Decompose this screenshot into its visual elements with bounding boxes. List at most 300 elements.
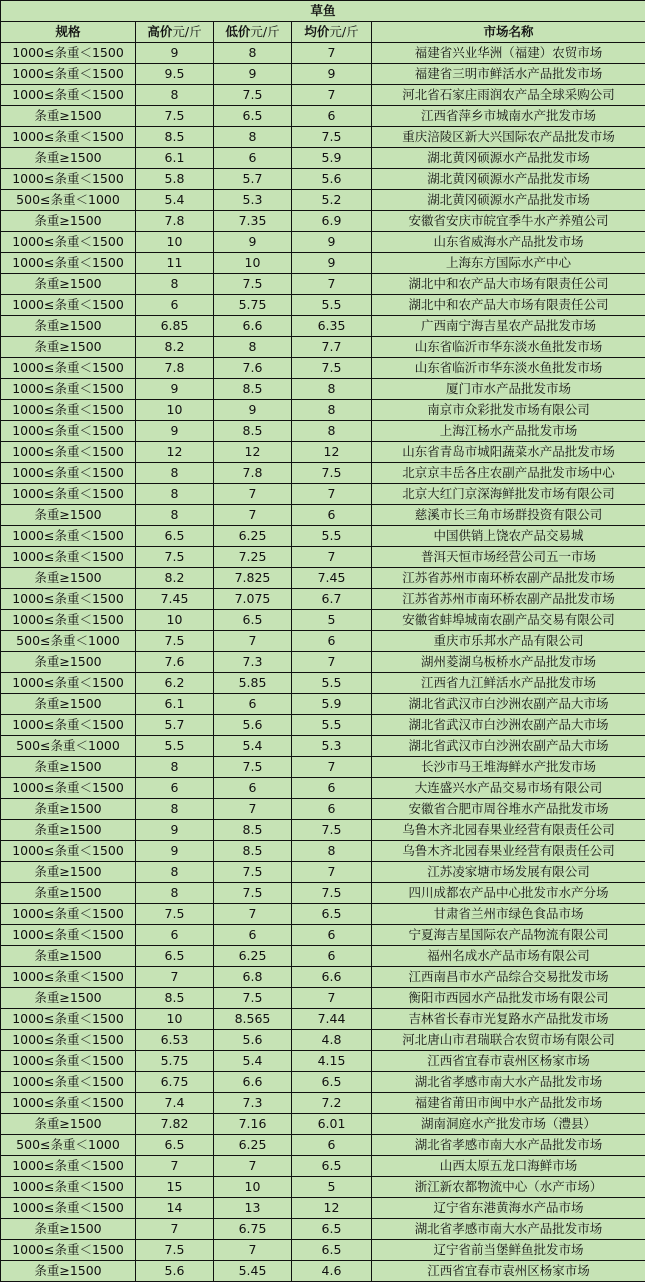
cell-spec: 1000≤条重＜1500 xyxy=(1,358,136,379)
cell-low-price: 8.5 xyxy=(214,421,292,442)
table-row xyxy=(1,1072,645,1093)
table-row xyxy=(1,841,645,862)
table-row xyxy=(1,190,645,211)
cell-market-name: 安徽省安庆市皖宜季牛水产养殖公司 xyxy=(372,211,645,232)
cell-market-name: 四川成都农产品中心批发市水产分场 xyxy=(372,883,645,904)
cell-market-name: 南京市众彩批发市场有限公司 xyxy=(372,400,645,421)
cell-market-name: 大连盛兴水产品交易市场有限公司 xyxy=(372,778,645,799)
cell-avg-price: 6.35 xyxy=(292,316,372,337)
cell-avg-price: 7 xyxy=(292,862,372,883)
header-row xyxy=(1,22,645,43)
cell-avg-price: 7 xyxy=(292,85,372,106)
cell-avg-price: 5.5 xyxy=(292,673,372,694)
cell-avg-price: 7 xyxy=(292,274,372,295)
cell-market-name: 北京京丰岳各庄农副产品批发市场中心 xyxy=(372,463,645,484)
cell-low-price: 13 xyxy=(214,1198,292,1219)
cell-market-name: 江苏省苏州市南环桥农副产品批发市场 xyxy=(372,589,645,610)
table-row xyxy=(1,1219,645,1240)
cell-low-price: 7.3 xyxy=(214,1093,292,1114)
table-row xyxy=(1,106,645,127)
cell-avg-price: 6.5 xyxy=(292,1072,372,1093)
cell-high-price: 9 xyxy=(136,841,214,862)
table-row xyxy=(1,1114,645,1135)
table-row xyxy=(1,778,645,799)
cell-market-name: 乌鲁木齐北园春果业经营有限责任公司 xyxy=(372,841,645,862)
cell-avg-price: 6 xyxy=(292,505,372,526)
cell-low-price: 7 xyxy=(214,505,292,526)
table-row xyxy=(1,295,645,316)
cell-low-price: 7 xyxy=(214,484,292,505)
cell-high-price: 8 xyxy=(136,883,214,904)
cell-high-price: 8 xyxy=(136,85,214,106)
cell-low-price: 12 xyxy=(214,442,292,463)
header-low-price xyxy=(214,22,292,43)
cell-spec: 1000≤条重＜1500 xyxy=(1,1051,136,1072)
cell-market-name: 辽宁省东港黄海水产品市场 xyxy=(372,1198,645,1219)
cell-spec: 条重≥1500 xyxy=(1,274,136,295)
cell-market-name: 湖北省武汉市白沙洲农副产品大市场 xyxy=(372,715,645,736)
cell-spec: 1000≤条重＜1500 xyxy=(1,295,136,316)
cell-high-price: 6.5 xyxy=(136,946,214,967)
cell-spec: 条重≥1500 xyxy=(1,820,136,841)
cell-high-price: 6 xyxy=(136,925,214,946)
table-row xyxy=(1,1135,645,1156)
cell-spec: 条重≥1500 xyxy=(1,316,136,337)
cell-high-price: 5.5 xyxy=(136,736,214,757)
cell-market-name: 乌鲁木齐北园春果业经营有限责任公司 xyxy=(372,820,645,841)
table-row xyxy=(1,631,645,652)
table-row xyxy=(1,736,645,757)
cell-high-price: 7.45 xyxy=(136,589,214,610)
cell-spec: 条重≥1500 xyxy=(1,694,136,715)
cell-avg-price: 5 xyxy=(292,1177,372,1198)
cell-market-name: 辽宁省前当堡鲜鱼批发市场 xyxy=(372,1240,645,1261)
table-row xyxy=(1,946,645,967)
cell-market-name: 上海东方国际水产中心 xyxy=(372,253,645,274)
cell-market-name: 普洱天恒市场经营公司五一市场 xyxy=(372,547,645,568)
table-row xyxy=(1,757,645,778)
cell-low-price: 5.45 xyxy=(214,1261,292,1282)
cell-low-price: 7.8 xyxy=(214,463,292,484)
cell-avg-price: 7.5 xyxy=(292,463,372,484)
cell-low-price: 5.7 xyxy=(214,169,292,190)
cell-low-price: 6.8 xyxy=(214,967,292,988)
table-row xyxy=(1,526,645,547)
cell-high-price: 12 xyxy=(136,442,214,463)
cell-low-price: 6.25 xyxy=(214,1135,292,1156)
cell-market-name: 江西南昌市水产品综合交易批发市场 xyxy=(372,967,645,988)
cell-market-name: 福建省三明市鲜活水产品批发市场 xyxy=(372,64,645,85)
cell-avg-price: 4.15 xyxy=(292,1051,372,1072)
cell-market-name: 湖北黄冈硕源水产品批发市场 xyxy=(372,190,645,211)
cell-market-name: 江西省宜春市袁州区杨家市场 xyxy=(372,1051,645,1072)
cell-spec: 条重≥1500 xyxy=(1,652,136,673)
header-spec-label: 规格 xyxy=(55,24,81,39)
cell-market-name: 湖北黄冈硕源水产品批发市场 xyxy=(372,169,645,190)
table-row xyxy=(1,169,645,190)
cell-spec: 500≤条重＜1000 xyxy=(1,631,136,652)
cell-high-price: 7 xyxy=(136,1219,214,1240)
cell-avg-price: 6 xyxy=(292,778,372,799)
cell-spec: 条重≥1500 xyxy=(1,1114,136,1135)
cell-market-name: 湖北省孝感市南大水产品批发市场 xyxy=(372,1219,645,1240)
cell-low-price: 7.5 xyxy=(214,274,292,295)
cell-avg-price: 6 xyxy=(292,1135,372,1156)
cell-high-price: 7.8 xyxy=(136,211,214,232)
cell-low-price: 6.6 xyxy=(214,1072,292,1093)
cell-spec: 1000≤条重＜1500 xyxy=(1,925,136,946)
cell-avg-price: 6.7 xyxy=(292,589,372,610)
header-low-unit: 元/斤 xyxy=(250,24,280,39)
cell-low-price: 6.5 xyxy=(214,610,292,631)
cell-market-name: 安徽省蚌埠城南农副产品交易有限公司 xyxy=(372,610,645,631)
cell-market-name: 衡阳市西园水产品批发市场有限公司 xyxy=(372,988,645,1009)
table-row xyxy=(1,1051,645,1072)
cell-market-name: 浙江新农都物流中心（水产市场） xyxy=(372,1177,645,1198)
cell-market-name: 湖州菱湖乌板桥水产品批发市场 xyxy=(372,652,645,673)
table-row xyxy=(1,904,645,925)
cell-spec: 1000≤条重＜1500 xyxy=(1,463,136,484)
cell-spec: 条重≥1500 xyxy=(1,883,136,904)
table-row xyxy=(1,148,645,169)
cell-high-price: 7.6 xyxy=(136,652,214,673)
cell-market-name: 北京大红门京深海鲜批发市场有限公司 xyxy=(372,484,645,505)
table-row xyxy=(1,484,645,505)
cell-low-price: 6 xyxy=(214,925,292,946)
cell-low-price: 7.25 xyxy=(214,547,292,568)
cell-market-name: 吉林省长春市光复路水产品批发市场 xyxy=(372,1009,645,1030)
table-row xyxy=(1,127,645,148)
cell-high-price: 6 xyxy=(136,295,214,316)
cell-spec: 500≤条重＜1000 xyxy=(1,190,136,211)
cell-spec: 1000≤条重＜1500 xyxy=(1,85,136,106)
table-row xyxy=(1,694,645,715)
cell-high-price: 8.2 xyxy=(136,568,214,589)
cell-avg-price: 7 xyxy=(292,757,372,778)
cell-spec: 1000≤条重＜1500 xyxy=(1,1177,136,1198)
cell-low-price: 9 xyxy=(214,232,292,253)
cell-spec: 1000≤条重＜1500 xyxy=(1,484,136,505)
cell-avg-price: 6.9 xyxy=(292,211,372,232)
cell-avg-price: 7.44 xyxy=(292,1009,372,1030)
cell-high-price: 8 xyxy=(136,274,214,295)
cell-high-price: 9 xyxy=(136,421,214,442)
cell-low-price: 7.3 xyxy=(214,652,292,673)
cell-high-price: 7.8 xyxy=(136,358,214,379)
cell-spec: 1000≤条重＜1500 xyxy=(1,967,136,988)
cell-high-price: 8.5 xyxy=(136,127,214,148)
cell-high-price: 10 xyxy=(136,400,214,421)
table-row xyxy=(1,883,645,904)
cell-spec: 1000≤条重＜1500 xyxy=(1,169,136,190)
table-row xyxy=(1,1198,645,1219)
cell-spec: 条重≥1500 xyxy=(1,106,136,127)
cell-spec: 1000≤条重＜1500 xyxy=(1,526,136,547)
cell-market-name: 重庆涪陵区新大兴国际农产品批发市场 xyxy=(372,127,645,148)
cell-low-price: 6.75 xyxy=(214,1219,292,1240)
cell-market-name: 广西南宁海吉星农产品批发市场 xyxy=(372,316,645,337)
cell-low-price: 5.75 xyxy=(214,295,292,316)
cell-high-price: 10 xyxy=(136,1009,214,1030)
cell-market-name: 江西省萍乡市城南水产批发市场 xyxy=(372,106,645,127)
cell-low-price: 7.16 xyxy=(214,1114,292,1135)
table-row xyxy=(1,652,645,673)
cell-high-price: 8 xyxy=(136,757,214,778)
cell-high-price: 9 xyxy=(136,43,214,64)
cell-market-name: 江西省宜春市袁州区杨家市场 xyxy=(372,1261,645,1282)
header-avg-unit: 元/斤 xyxy=(329,24,359,39)
cell-high-price: 7.5 xyxy=(136,106,214,127)
table-row xyxy=(1,673,645,694)
cell-low-price: 8.5 xyxy=(214,841,292,862)
cell-market-name: 山东省青岛市城阳蔬菜水产品批发市场 xyxy=(372,442,645,463)
cell-avg-price: 7.5 xyxy=(292,883,372,904)
cell-low-price: 7 xyxy=(214,799,292,820)
cell-spec: 1000≤条重＜1500 xyxy=(1,1198,136,1219)
header-market-name xyxy=(372,22,645,43)
cell-low-price: 7.35 xyxy=(214,211,292,232)
cell-spec: 1000≤条重＜1500 xyxy=(1,589,136,610)
table-row xyxy=(1,547,645,568)
cell-spec: 1000≤条重＜1500 xyxy=(1,841,136,862)
cell-high-price: 9 xyxy=(136,379,214,400)
cell-spec: 1000≤条重＜1500 xyxy=(1,547,136,568)
table-row xyxy=(1,967,645,988)
cell-market-name: 湖北省武汉市白沙洲农副产品大市场 xyxy=(372,736,645,757)
cell-high-price: 8 xyxy=(136,463,214,484)
table-row xyxy=(1,568,645,589)
header-avg-price xyxy=(292,22,372,43)
table-row xyxy=(1,43,645,64)
table-row xyxy=(1,274,645,295)
cell-high-price: 7.5 xyxy=(136,631,214,652)
cell-spec: 条重≥1500 xyxy=(1,148,136,169)
cell-spec: 1000≤条重＜1500 xyxy=(1,43,136,64)
cell-low-price: 6 xyxy=(214,148,292,169)
table-row xyxy=(1,1240,645,1261)
cell-high-price: 15 xyxy=(136,1177,214,1198)
cell-market-name: 湖北黄冈硕源水产品批发市场 xyxy=(372,148,645,169)
cell-low-price: 7.5 xyxy=(214,988,292,1009)
cell-market-name: 长沙市马王堆海鲜水产批发市场 xyxy=(372,757,645,778)
cell-spec: 1000≤条重＜1500 xyxy=(1,673,136,694)
table-row xyxy=(1,862,645,883)
cell-spec: 1000≤条重＜1500 xyxy=(1,421,136,442)
cell-avg-price: 4.6 xyxy=(292,1261,372,1282)
cell-spec: 1000≤条重＜1500 xyxy=(1,1009,136,1030)
cell-high-price: 8 xyxy=(136,799,214,820)
cell-low-price: 8 xyxy=(214,127,292,148)
cell-spec: 500≤条重＜1000 xyxy=(1,736,136,757)
table-row xyxy=(1,715,645,736)
cell-avg-price: 5.9 xyxy=(292,148,372,169)
cell-low-price: 10 xyxy=(214,253,292,274)
table-row xyxy=(1,925,645,946)
cell-low-price: 7 xyxy=(214,1156,292,1177)
cell-high-price: 7 xyxy=(136,967,214,988)
cell-high-price: 10 xyxy=(136,232,214,253)
cell-high-price: 10 xyxy=(136,610,214,631)
cell-market-name: 山西太原五龙口海鲜市场 xyxy=(372,1156,645,1177)
cell-spec: 条重≥1500 xyxy=(1,337,136,358)
cell-low-price: 6 xyxy=(214,694,292,715)
table-row xyxy=(1,337,645,358)
cell-avg-price: 6.01 xyxy=(292,1114,372,1135)
title-row xyxy=(1,1,645,22)
cell-high-price: 7.4 xyxy=(136,1093,214,1114)
cell-high-price: 7.82 xyxy=(136,1114,214,1135)
cell-avg-price: 7 xyxy=(292,43,372,64)
table-row xyxy=(1,589,645,610)
cell-avg-price: 7 xyxy=(292,484,372,505)
cell-spec: 条重≥1500 xyxy=(1,505,136,526)
cell-spec: 1000≤条重＜1500 xyxy=(1,610,136,631)
cell-low-price: 7.5 xyxy=(214,862,292,883)
cell-market-name: 江苏凌家塘市场发展有限公司 xyxy=(372,862,645,883)
cell-spec: 500≤条重＜1000 xyxy=(1,1135,136,1156)
cell-spec: 条重≥1500 xyxy=(1,862,136,883)
cell-high-price: 8.2 xyxy=(136,337,214,358)
cell-spec: 条重≥1500 xyxy=(1,568,136,589)
cell-spec: 1000≤条重＜1500 xyxy=(1,253,136,274)
cell-avg-price: 6 xyxy=(292,106,372,127)
cell-market-name: 湖北省武汉市白沙洲农副产品大市场 xyxy=(372,694,645,715)
cell-low-price: 6.25 xyxy=(214,946,292,967)
cell-avg-price: 7.2 xyxy=(292,1093,372,1114)
cell-low-price: 7.5 xyxy=(214,85,292,106)
cell-spec: 条重≥1500 xyxy=(1,757,136,778)
cell-high-price: 5.4 xyxy=(136,190,214,211)
cell-low-price: 6.6 xyxy=(214,316,292,337)
cell-low-price: 5.4 xyxy=(214,1051,292,1072)
table-row xyxy=(1,988,645,1009)
cell-low-price: 7.075 xyxy=(214,589,292,610)
cell-high-price: 6 xyxy=(136,778,214,799)
table-row xyxy=(1,505,645,526)
cell-low-price: 5.3 xyxy=(214,190,292,211)
cell-low-price: 7.6 xyxy=(214,358,292,379)
cell-spec: 1000≤条重＜1500 xyxy=(1,127,136,148)
cell-spec: 1000≤条重＜1500 xyxy=(1,379,136,400)
cell-high-price: 8 xyxy=(136,484,214,505)
cell-high-price: 8.5 xyxy=(136,988,214,1009)
cell-low-price: 10 xyxy=(214,1177,292,1198)
cell-avg-price: 4.8 xyxy=(292,1030,372,1051)
cell-spec: 1000≤条重＜1500 xyxy=(1,1093,136,1114)
cell-spec: 条重≥1500 xyxy=(1,1219,136,1240)
cell-market-name: 福建省莆田市闽中水产品批发市场 xyxy=(372,1093,645,1114)
cell-high-price: 14 xyxy=(136,1198,214,1219)
header-low-label: 低价 xyxy=(225,24,251,39)
table-row xyxy=(1,211,645,232)
cell-avg-price: 9 xyxy=(292,64,372,85)
cell-spec: 条重≥1500 xyxy=(1,988,136,1009)
cell-high-price: 6.75 xyxy=(136,1072,214,1093)
cell-market-name: 山东省威海水产品批发市场 xyxy=(372,232,645,253)
table-row xyxy=(1,442,645,463)
table-row xyxy=(1,1156,645,1177)
cell-avg-price: 7 xyxy=(292,988,372,1009)
cell-market-name: 厦门市水产品批发市场 xyxy=(372,379,645,400)
cell-low-price: 6.25 xyxy=(214,526,292,547)
cell-market-name: 上海江杨水产品批发市场 xyxy=(372,421,645,442)
cell-avg-price: 12 xyxy=(292,1198,372,1219)
cell-avg-price: 7.5 xyxy=(292,127,372,148)
cell-high-price: 7.5 xyxy=(136,1240,214,1261)
table-row xyxy=(1,253,645,274)
cell-high-price: 6.2 xyxy=(136,673,214,694)
cell-low-price: 5.6 xyxy=(214,1030,292,1051)
cell-market-name: 山东省临沂市华东淡水鱼批发市场 xyxy=(372,337,645,358)
header-high-unit: 元/斤 xyxy=(172,24,202,39)
cell-market-name: 山东省临沂市华东淡水鱼批发市场 xyxy=(372,358,645,379)
cell-spec: 1000≤条重＜1500 xyxy=(1,778,136,799)
cell-spec: 条重≥1500 xyxy=(1,799,136,820)
table-row xyxy=(1,820,645,841)
cell-high-price: 6.5 xyxy=(136,526,214,547)
cell-high-price: 8 xyxy=(136,862,214,883)
cell-high-price: 6.85 xyxy=(136,316,214,337)
cell-avg-price: 8 xyxy=(292,421,372,442)
table-row xyxy=(1,400,645,421)
cell-avg-price: 5.2 xyxy=(292,190,372,211)
cell-spec: 1000≤条重＜1500 xyxy=(1,442,136,463)
cell-spec: 1000≤条重＜1500 xyxy=(1,715,136,736)
cell-avg-price: 5.3 xyxy=(292,736,372,757)
cell-avg-price: 6.5 xyxy=(292,904,372,925)
cell-high-price: 6.5 xyxy=(136,1135,214,1156)
cell-low-price: 7.825 xyxy=(214,568,292,589)
cell-market-name: 重庆市乐邦水产品有限公司 xyxy=(372,631,645,652)
cell-high-price: 5.7 xyxy=(136,715,214,736)
cell-low-price: 7 xyxy=(214,631,292,652)
cell-avg-price: 6 xyxy=(292,631,372,652)
cell-spec: 1000≤条重＜1500 xyxy=(1,1072,136,1093)
cell-avg-price: 7.45 xyxy=(292,568,372,589)
cell-avg-price: 8 xyxy=(292,379,372,400)
cell-avg-price: 8 xyxy=(292,841,372,862)
cell-low-price: 9 xyxy=(214,400,292,421)
cell-spec: 条重≥1500 xyxy=(1,946,136,967)
cell-market-name: 河北省石家庄雨润农产品全球采购公司 xyxy=(372,85,645,106)
table-row xyxy=(1,64,645,85)
cell-avg-price: 7.5 xyxy=(292,820,372,841)
cell-high-price: 9.5 xyxy=(136,64,214,85)
cell-low-price: 9 xyxy=(214,64,292,85)
cell-avg-price: 5.6 xyxy=(292,169,372,190)
cell-spec: 1000≤条重＜1500 xyxy=(1,400,136,421)
cell-spec: 条重≥1500 xyxy=(1,211,136,232)
cell-avg-price: 9 xyxy=(292,232,372,253)
table-row xyxy=(1,1009,645,1030)
cell-market-name: 江西省九江鲜活水产品批发市场 xyxy=(372,673,645,694)
cell-avg-price: 6.5 xyxy=(292,1156,372,1177)
cell-low-price: 5.85 xyxy=(214,673,292,694)
cell-avg-price: 7.5 xyxy=(292,358,372,379)
cell-avg-price: 7 xyxy=(292,652,372,673)
cell-high-price: 7.5 xyxy=(136,547,214,568)
header-spec xyxy=(1,22,136,43)
cell-market-name: 中国供销上饶农产品交易城 xyxy=(372,526,645,547)
cell-low-price: 7.5 xyxy=(214,757,292,778)
cell-market-name: 安徽省合肥市周谷堆水产品批发市场 xyxy=(372,799,645,820)
cell-high-price: 6.1 xyxy=(136,694,214,715)
header-high-label: 高价 xyxy=(147,24,173,39)
cell-avg-price: 7 xyxy=(292,547,372,568)
table-row xyxy=(1,799,645,820)
cell-spec: 1000≤条重＜1500 xyxy=(1,904,136,925)
cell-spec: 1000≤条重＜1500 xyxy=(1,1030,136,1051)
